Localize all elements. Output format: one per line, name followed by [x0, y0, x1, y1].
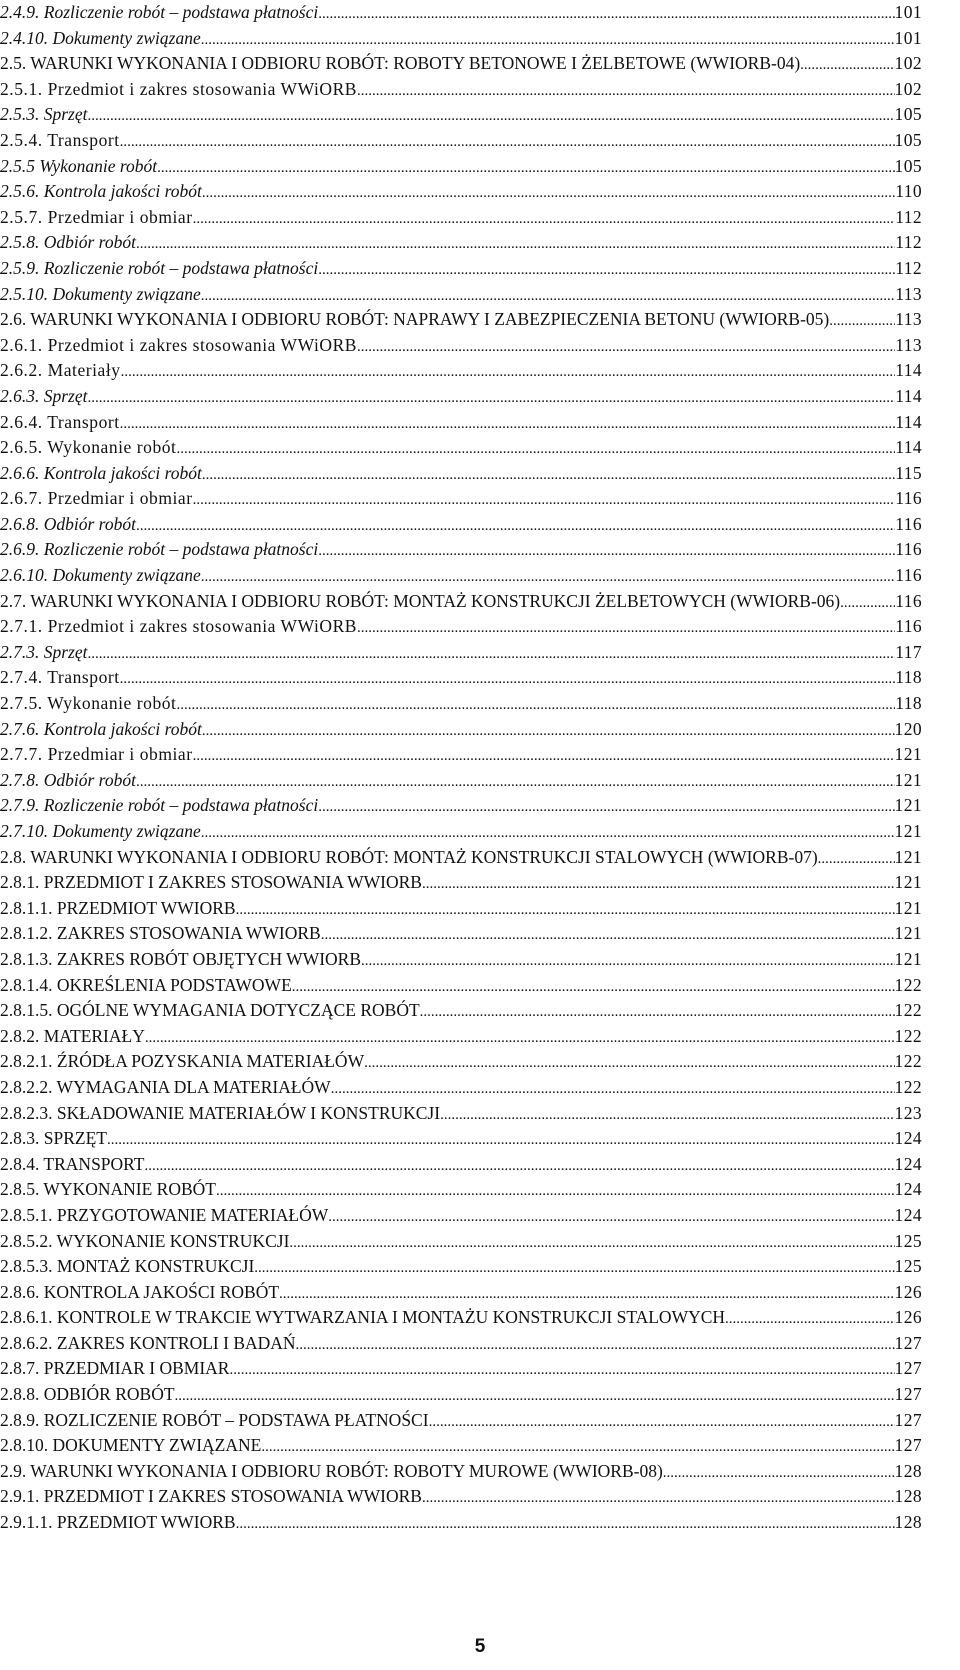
toc-entry[interactable]: [0, 947, 922, 973]
toc-entry-page: 122: [894, 1051, 922, 1072]
dot-leader: [145, 1024, 895, 1052]
dot-leader: [364, 1049, 894, 1077]
dot-leader: [829, 307, 895, 335]
toc-entry[interactable]: [0, 1510, 922, 1536]
dot-leader: [201, 26, 895, 54]
toc-entry-page: 118: [895, 667, 922, 688]
toc-entry-title: 2.9.1.1. PRZEDMIOT WWIORB: [0, 1512, 236, 1533]
toc-entry[interactable]: [0, 1408, 922, 1434]
toc-entry-title: 2.8.1.1. PRZEDMIOT WWIORB: [0, 897, 236, 918]
toc-entry-page: 128: [894, 1486, 922, 1507]
toc-entry[interactable]: [0, 793, 922, 819]
dot-leader: [357, 77, 895, 105]
dot-leader: [176, 691, 895, 719]
dot-leader: [201, 819, 895, 847]
toc-entry[interactable]: [0, 1382, 922, 1408]
dot-leader: [800, 51, 894, 79]
toc-entry[interactable]: [0, 1331, 922, 1357]
toc-entry-page: 110: [895, 181, 922, 202]
toc-entry-title: 2.7.6. Kontrola jakości robót: [0, 718, 202, 739]
toc-entry[interactable]: [0, 870, 922, 896]
toc-entry-page: 125: [894, 1230, 922, 1251]
toc-entry[interactable]: [0, 589, 922, 615]
toc-entry-title: 2.8.9. ROZLICZENIE ROBÓT – PODSTAWA PŁATNOŚCI: [0, 1409, 429, 1430]
toc-entry-page: 105: [894, 129, 922, 150]
toc-entry[interactable]: [0, 1280, 922, 1306]
dot-leader: [321, 921, 895, 949]
toc-entry[interactable]: [0, 691, 922, 717]
toc-entry[interactable]: [0, 205, 922, 231]
toc-entry-title: 2.6.5. Wykonanie robót: [0, 437, 177, 458]
toc-entry-page: 122: [894, 1025, 922, 1046]
dot-leader: [229, 1356, 894, 1384]
toc-entry-page: 121: [894, 769, 922, 790]
dot-leader: [818, 845, 895, 873]
toc-entry-page: 128: [894, 1460, 922, 1481]
dot-leader: [663, 1459, 895, 1487]
dot-leader: [88, 384, 896, 412]
toc-entry-page: 116: [895, 565, 922, 586]
dot-leader: [331, 1075, 895, 1103]
dot-leader: [193, 486, 896, 514]
toc-entry-page: 114: [895, 437, 922, 458]
toc-entry-title: 2.8.3. SPRZĘT: [0, 1128, 107, 1149]
dot-leader: [136, 230, 895, 258]
toc-entry-title: 2.8.5. WYKONANIE ROBÓT: [0, 1179, 216, 1200]
toc-entry-title: 2.8.5.3. MONTAŻ KONSTRUKCJI: [0, 1256, 255, 1277]
toc-entry-page: 102: [894, 53, 922, 74]
toc-entry-title: 2.8.4. TRANSPORT: [0, 1153, 145, 1174]
toc-entry-title: 2.6. WARUNKI WYKONANIA I ODBIORU ROBÓT: NAPRAWY I ZABEZPIECZENIA BETONU (WWIORB-05): [0, 309, 830, 330]
toc-entry-page: 113: [895, 334, 922, 355]
toc-entry-page: 113: [895, 309, 922, 330]
toc-entry-title: 2.8.2.1. ŹRÓDŁA POZYSKANIA MATERIAŁÓW: [0, 1051, 365, 1072]
toc-entry[interactable]: [0, 537, 922, 563]
toc-entry-title: 2.7.7. Przedmiar i obmiar: [0, 744, 193, 765]
dot-leader: [318, 537, 895, 565]
toc-entry-title: 2.5.1. Przedmiot i zakres stosowania WWiORB: [0, 78, 358, 99]
toc-entry-page: 121: [894, 948, 922, 969]
toc-entry-title: 2.6.10. Dokumenty związane: [0, 565, 201, 586]
toc-entry[interactable]: [0, 921, 922, 947]
dot-leader: [289, 1229, 894, 1257]
toc-entry-title: 2.5.3. Sprzęt: [0, 104, 88, 125]
toc-entry-page: 120: [894, 718, 922, 739]
dot-leader: [201, 563, 895, 591]
toc-entry-page: 124: [894, 1204, 922, 1225]
toc-entry-page: 127: [894, 1409, 922, 1430]
toc-entry-page: 127: [894, 1332, 922, 1353]
page-number: 5: [474, 1636, 486, 1657]
toc-entry[interactable]: [0, 1101, 922, 1127]
toc-entry[interactable]: [0, 1024, 922, 1050]
toc-entry-title: 2.6.3. Sprzęt: [0, 385, 88, 406]
toc-entry[interactable]: [0, 1152, 922, 1178]
toc-entry[interactable]: [0, 640, 922, 666]
toc-entry-page: 121: [894, 872, 922, 893]
toc-entry[interactable]: [0, 1075, 922, 1101]
toc-entry-title: 2.7.1. Przedmiot i zakres stosowania WWiORB: [0, 616, 358, 637]
toc-entry-page: 112: [895, 206, 922, 227]
toc-entry-title: 2.5.6. Kontrola jakości robót: [0, 181, 202, 202]
dot-leader: [422, 870, 895, 898]
toc-entry-title: 2.6.8. Odbiór robót: [0, 513, 136, 534]
toc-entry-page: 127: [894, 1358, 922, 1379]
toc-entry-page: 125: [894, 1256, 922, 1277]
toc-entry[interactable]: [0, 282, 922, 308]
dot-leader: [202, 461, 895, 489]
toc-entry-page: 124: [894, 1179, 922, 1200]
toc-entry-page: 122: [894, 974, 922, 995]
toc-entry[interactable]: [0, 973, 922, 999]
toc-entry-title: 2.9.1. PRZEDMIOT I ZAKRES STOSOWANIA WWIORB: [0, 1486, 422, 1507]
toc-entry-page: 121: [894, 744, 922, 765]
toc-entry-page: 101: [894, 27, 922, 48]
toc-entry-title: 2.8.6.2. ZAKRES KONTROLI I BADAŃ: [0, 1332, 296, 1353]
dot-leader: [318, 0, 894, 28]
toc-entry[interactable]: [0, 0, 922, 26]
toc-entry[interactable]: [0, 665, 922, 691]
toc-entry-title: 2.9. WARUNKI WYKONANIA I ODBIORU ROBÓT: ROBOTY MUROWE (WWIORB-08): [0, 1460, 663, 1481]
toc-entry[interactable]: [0, 896, 922, 922]
toc-entry-title: 2.8.5.2. WYKONANIE KONSTRUKCJI: [0, 1230, 290, 1251]
toc-entry-title: 2.6.6. Kontrola jakości robót: [0, 462, 202, 483]
toc-entry[interactable]: [0, 384, 922, 410]
toc-entry-page: 126: [894, 1281, 922, 1302]
toc-entry-page: 115: [895, 462, 922, 483]
dot-leader: [440, 1101, 894, 1129]
toc-entry-title: 2.6.1. Przedmiot i zakres stosowania WWiORB: [0, 334, 358, 355]
toc-entry-page: 116: [895, 488, 922, 509]
toc-entry-page: 126: [894, 1307, 922, 1328]
toc-entry-title: 2.8.1.2. ZAKRES STOSOWANIA WWIORB: [0, 923, 321, 944]
dot-leader: [107, 1126, 895, 1154]
toc-entry[interactable]: [0, 512, 922, 538]
toc-entry[interactable]: [0, 1305, 922, 1331]
dot-leader: [120, 128, 895, 156]
toc-entry-page: 116: [895, 539, 922, 560]
dot-leader: [157, 154, 894, 182]
toc-entry-page: 124: [894, 1128, 922, 1149]
dot-leader: [120, 665, 896, 693]
toc-entry-title: 2.6.4. Transport: [0, 411, 120, 432]
toc-entry-page: 116: [895, 590, 922, 611]
toc-entry[interactable]: [0, 435, 922, 461]
toc-entry-title: 2.5. WARUNKI WYKONANIA I ODBIORU ROBÓT: ROBOTY BETONOWE I ŻELBETOWE (WWIORB-04): [0, 53, 801, 74]
toc-entry-page: 121: [894, 897, 922, 918]
toc-entry-page: 121: [894, 821, 922, 841]
toc-entry[interactable]: [0, 128, 922, 154]
dot-leader: [202, 717, 895, 745]
toc-entry[interactable]: [0, 717, 922, 743]
toc-entry-title: 2.6.9. Rozliczenie robót – podstawa płatności: [0, 539, 319, 560]
toc-entry-page: 121: [894, 846, 922, 867]
toc-entry-title: 2.5.10. Dokumenty związane: [0, 283, 201, 304]
toc-entry-title: 2.6.7. Przedmiar i obmiar: [0, 488, 193, 509]
dot-leader: [254, 1254, 894, 1282]
toc-entry-page: 122: [894, 1000, 922, 1021]
toc-entry[interactable]: [0, 102, 922, 128]
toc-entry-title: 2.8.5.1. PRZYGOTOWANIE MATERIAŁÓW: [0, 1204, 329, 1225]
dot-leader: [429, 1408, 895, 1436]
toc-entry-page: 114: [895, 360, 922, 381]
toc-entry[interactable]: [0, 998, 922, 1024]
toc-entry-title: 2.4.10. Dokumenty związane: [0, 27, 201, 48]
toc-entry[interactable]: [0, 333, 922, 359]
toc-entry-page: 121: [894, 923, 922, 944]
toc-entry-page: 118: [895, 693, 922, 714]
toc-entry-page: 102: [894, 78, 922, 99]
toc-entry[interactable]: [0, 256, 922, 282]
dot-leader: [121, 358, 896, 386]
toc-entry[interactable]: [0, 410, 922, 436]
toc-entry[interactable]: [0, 1356, 922, 1382]
toc-entry-page: 105: [894, 104, 922, 125]
toc-entry-page: 101: [894, 2, 922, 22]
toc-entry[interactable]: [0, 1484, 922, 1510]
toc-entry[interactable]: [0, 1049, 922, 1075]
toc-entry-title: 2.8.2. MATERIAŁY: [0, 1025, 145, 1046]
toc-entry-title: 2.7.3. Sprzęt: [0, 641, 88, 662]
dot-leader: [236, 896, 895, 924]
toc-entry-title: 2.8.1.5. OGÓLNE WYMAGANIA DOTYCZĄCE ROBÓT: [0, 1000, 420, 1021]
toc-entry-title: 2.7.4. Transport: [0, 667, 120, 688]
toc-entry-title: 2.8.7. PRZEDMIAR I OBMIAR: [0, 1358, 230, 1379]
toc-entry-title: 2.7.9. Rozliczenie robót – podstawa płatności: [0, 795, 319, 816]
toc-entry[interactable]: [0, 51, 922, 77]
toc-entry[interactable]: [0, 742, 922, 768]
dot-leader: [420, 998, 895, 1026]
dot-leader: [361, 947, 895, 975]
toc-entry-page: 127: [894, 1384, 922, 1405]
toc-entry-title: 2.8.6.1. KONTROLE W TRAKCIE WYTWARZANIA I MONTAŻU KONSTRUKCJI STALOWYCH: [0, 1307, 726, 1328]
dot-leader: [357, 333, 895, 361]
toc-entry[interactable]: [0, 1177, 922, 1203]
toc-entry-title: 2.7. WARUNKI WYKONANIA I ODBIORU ROBÓT: MONTAŻ KONSTRUKCJI ŻELBETOWYCH (WWIORB-06): [0, 590, 841, 611]
dot-leader: [136, 512, 895, 540]
dot-leader: [145, 1152, 895, 1180]
toc-entry[interactable]: [0, 819, 922, 845]
dot-leader: [840, 589, 895, 617]
toc-entry-title: 2.7.5. Wykonanie robót: [0, 693, 177, 714]
dot-leader: [175, 1382, 895, 1410]
toc-entry-title: 2.8. WARUNKI WYKONANIA I ODBIORU ROBÓT: MONTAŻ KONSTRUKCJI STALOWYCH (WWIORB-07): [0, 846, 818, 867]
toc-entry[interactable]: [0, 1433, 922, 1459]
dot-leader: [296, 1331, 895, 1359]
toc-entry-title: 2.5.7. Przedmiar i obmiar: [0, 206, 193, 227]
toc-entry[interactable]: [0, 358, 922, 384]
toc-entry[interactable]: [0, 1459, 922, 1485]
toc-entry[interactable]: [0, 1254, 922, 1280]
dot-leader: [318, 793, 894, 821]
toc-entry-page: 114: [895, 411, 922, 432]
dot-leader: [279, 1280, 895, 1308]
dot-leader: [136, 768, 895, 796]
toc-entry-page: 124: [894, 1153, 922, 1174]
dot-leader: [176, 435, 895, 463]
toc-entry[interactable]: [0, 154, 922, 180]
dot-leader: [318, 256, 895, 284]
dot-leader: [292, 973, 895, 1001]
toc-entry-page: 127: [894, 1435, 922, 1456]
toc-entry-page: 105: [894, 155, 922, 176]
toc-entry[interactable]: [0, 26, 922, 52]
toc-entry-title: 2.8.2.2. WYMAGANIA DLA MATERIAŁÓW: [0, 1076, 331, 1097]
toc-entry-title: 2.4.9. Rozliczenie robót – podstawa płatności: [0, 2, 319, 22]
toc-entry-page: 116: [895, 513, 922, 534]
toc-entry-title: 2.5.9. Rozliczenie robót – podstawa płatności: [0, 257, 319, 278]
dot-leader: [725, 1305, 895, 1333]
toc-entry-title: 2.5.4. Transport: [0, 129, 120, 150]
toc-entry-title: 2.5.5 Wykonanie robót: [0, 155, 158, 176]
toc-entry[interactable]: [0, 768, 922, 794]
toc-entry-page: 112: [895, 257, 922, 278]
toc-entry-page: 128: [894, 1512, 922, 1533]
dot-leader: [261, 1433, 894, 1461]
toc-entry-title: 2.8.1.4. OKREŚLENIA PODSTAWOWE: [0, 974, 292, 995]
toc-entry-page: 114: [895, 385, 922, 406]
toc-entry[interactable]: [0, 1126, 922, 1152]
toc-entry[interactable]: [0, 461, 922, 487]
toc-entry[interactable]: [0, 230, 922, 256]
toc-entry-page: 123: [894, 1102, 922, 1123]
toc-entry-page: 116: [895, 616, 922, 637]
toc-entry[interactable]: [0, 1229, 922, 1255]
toc-entry-title: 2.6.2. Materiały: [0, 360, 121, 381]
toc-entry-title: 2.8.6. KONTROLA JAKOŚCI ROBÓT: [0, 1281, 280, 1302]
toc-entry[interactable]: [0, 179, 922, 205]
dot-leader: [422, 1484, 895, 1512]
toc-entry[interactable]: [0, 563, 922, 589]
toc-entry-title: 2.5.8. Odbiór robót: [0, 232, 136, 253]
toc-entry-title: 2.8.1.3. ZAKRES ROBÓT OBJĘTYCH WWIORB: [0, 948, 362, 969]
dot-leader: [193, 205, 896, 233]
toc-entry-title: 2.8.1. PRZEDMIOT I ZAKRES STOSOWANIA WWIORB: [0, 872, 422, 893]
toc-entry-title: 2.8.2.3. SKŁADOWANIE MATERIAŁÓW I KONSTRUKCJI: [0, 1102, 441, 1123]
toc-entry-page: 121: [894, 795, 922, 816]
toc-entry-title: 2.7.8. Odbiór robót: [0, 769, 136, 790]
toc-entry[interactable]: [0, 845, 922, 871]
dot-leader: [193, 742, 895, 770]
toc-entry-title: 2.7.10. Dokumenty związane: [0, 821, 201, 841]
toc-entry[interactable]: [0, 614, 922, 640]
toc-entry[interactable]: [0, 307, 922, 333]
dot-leader: [88, 102, 895, 130]
dot-leader: [328, 1203, 894, 1231]
dot-leader: [202, 179, 895, 207]
toc-entry-page: 113: [895, 283, 922, 304]
dot-leader: [236, 1510, 895, 1538]
toc-entry-page: 122: [894, 1076, 922, 1097]
toc-entry-title: 2.8.8. ODBIÓR ROBÓT: [0, 1384, 175, 1405]
toc-entry-page: 117: [895, 641, 922, 662]
toc-entry[interactable]: [0, 77, 922, 103]
dot-leader: [88, 640, 896, 668]
dot-leader: [201, 282, 895, 310]
dot-leader: [216, 1177, 895, 1205]
toc-entry-title: 2.8.10. DOKUMENTY ZWIĄZANE: [0, 1435, 262, 1456]
dot-leader: [357, 614, 895, 642]
dot-leader: [120, 410, 896, 438]
toc-entry-page: 112: [895, 232, 922, 253]
toc-entry[interactable]: [0, 486, 922, 512]
toc-entry[interactable]: [0, 1203, 922, 1229]
